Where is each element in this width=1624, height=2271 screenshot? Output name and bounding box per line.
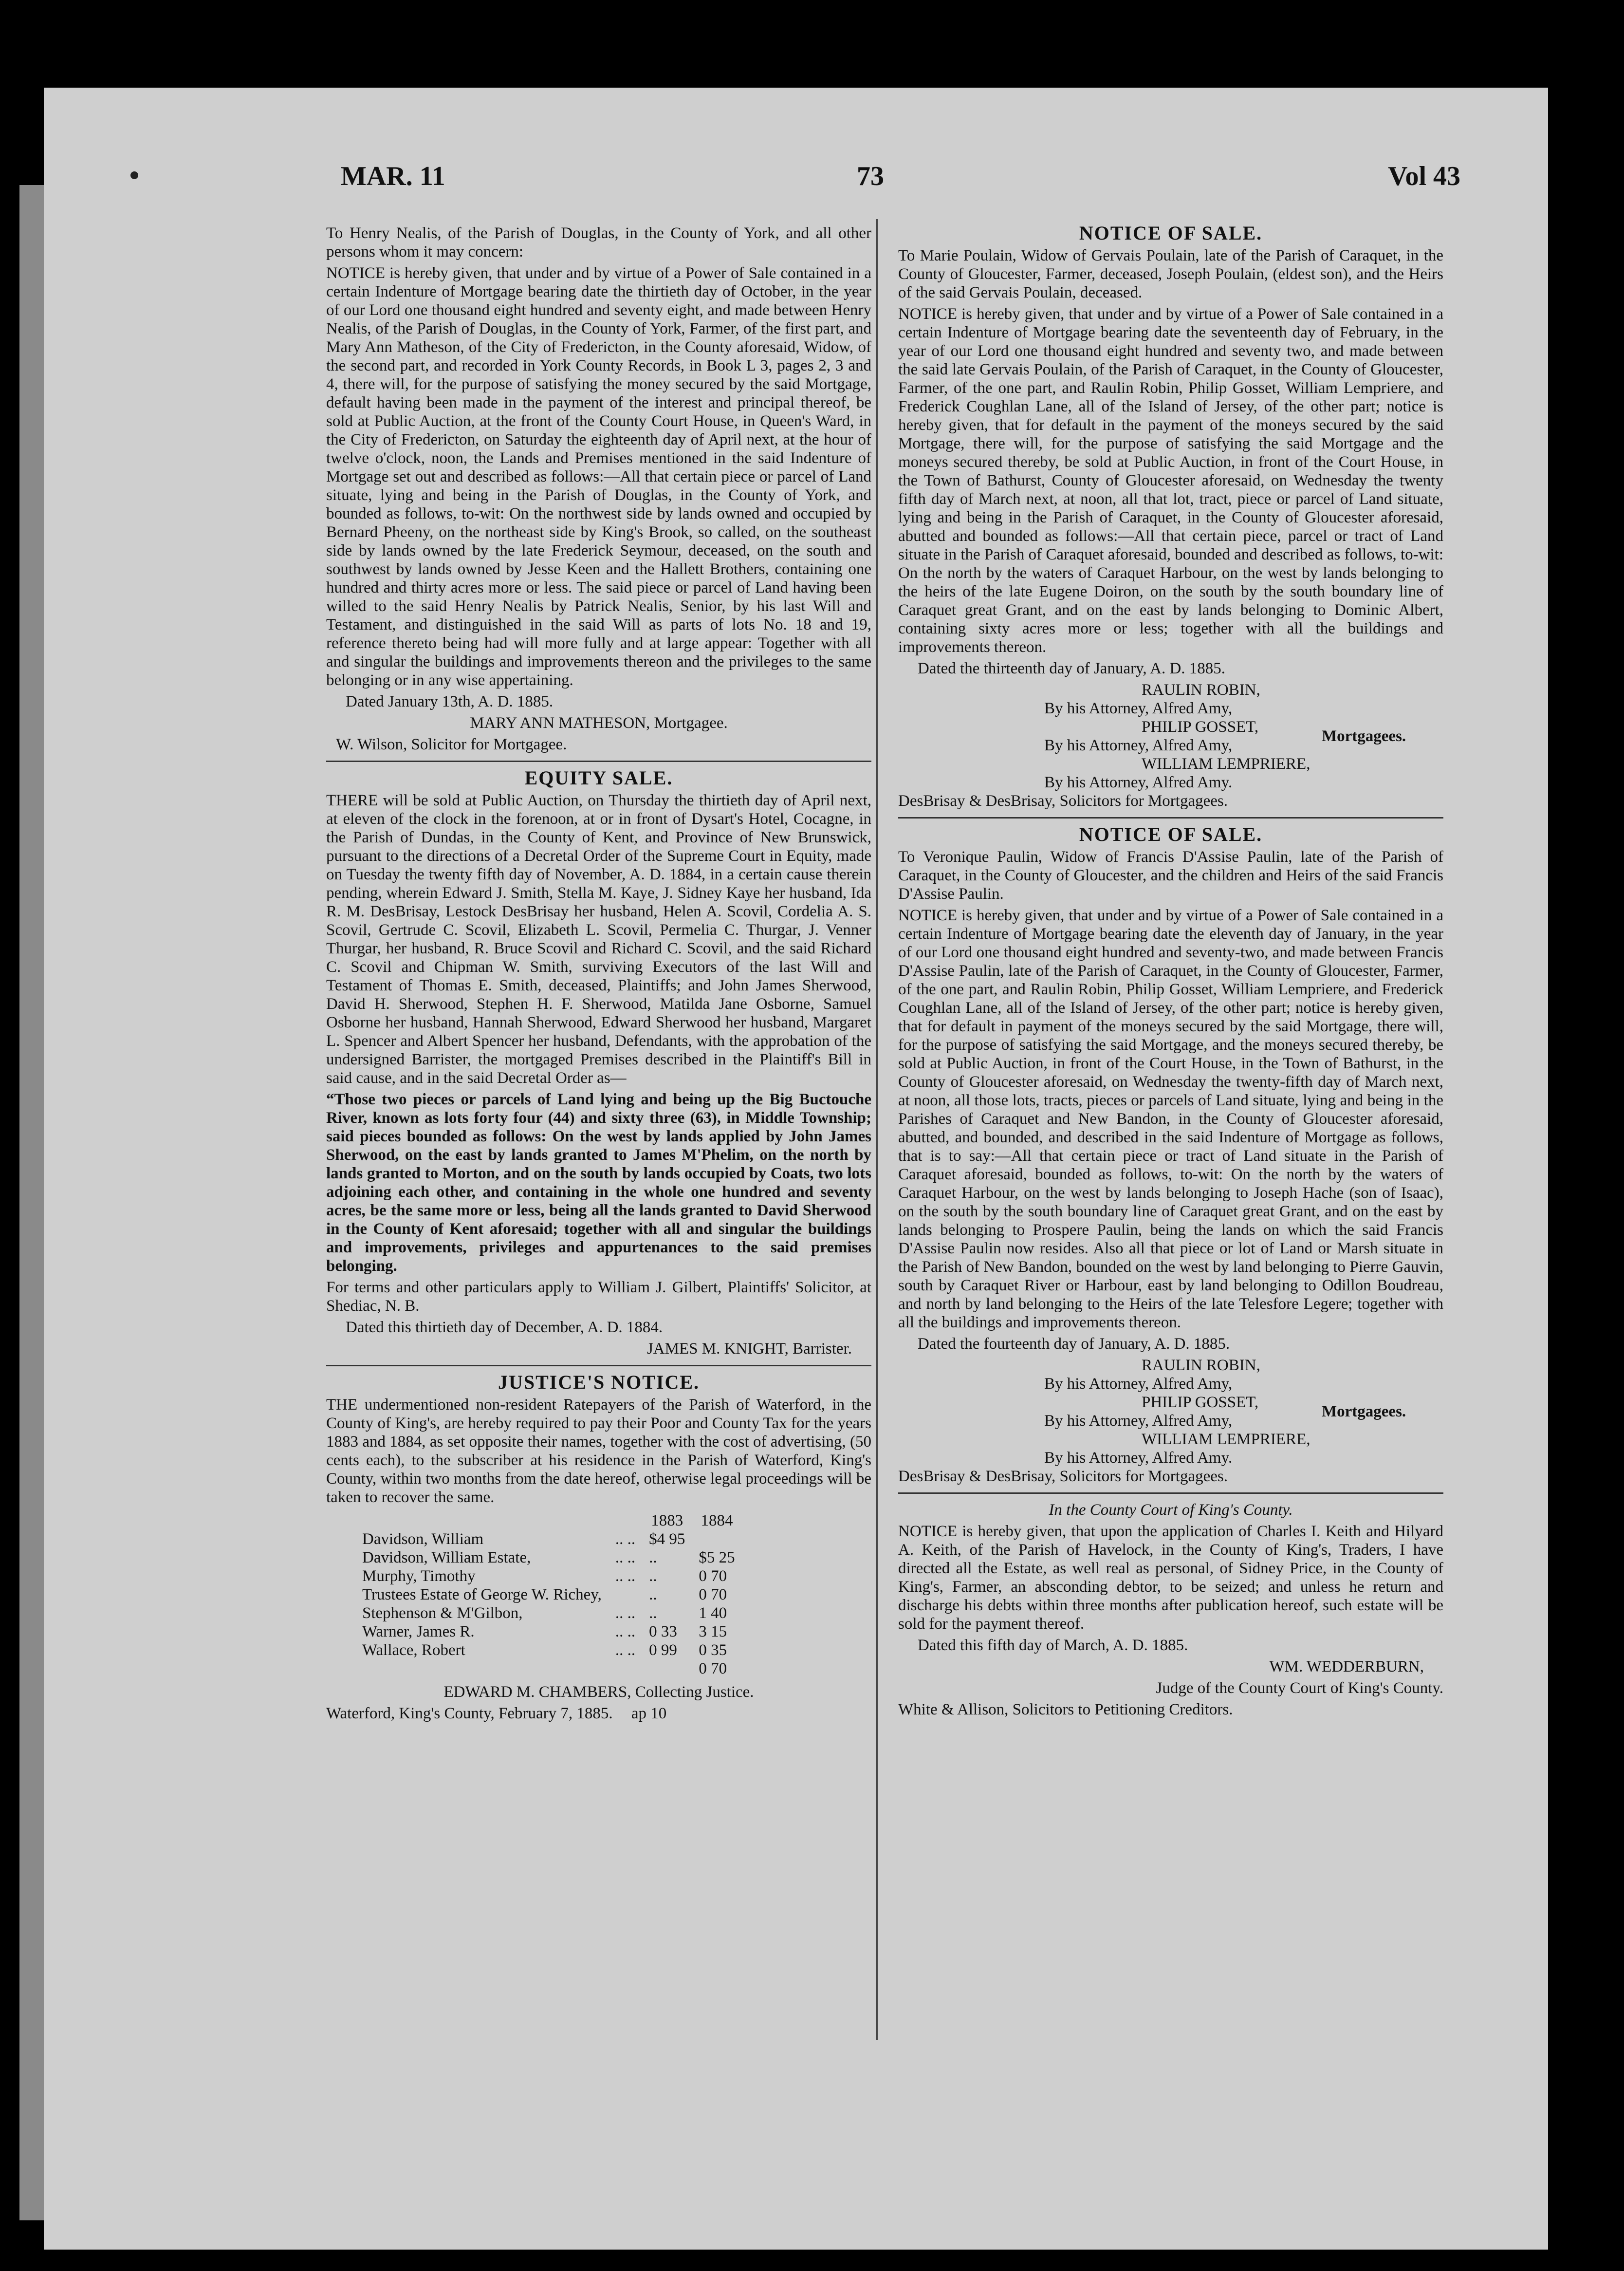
notice-dated: Dated the thirteenth day of January, A. D. 1885. — [918, 660, 1226, 677]
notice-dated: Dated January 13th, A. D. 1885. — [346, 693, 554, 710]
column-header: 1884 — [701, 1512, 733, 1529]
notice-solicitor: DesBrisay & DesBrisay, Solicitors for Mortgagees. — [898, 792, 1228, 810]
column-header: 1883 — [651, 1512, 683, 1529]
court-solicitor: White & Allison, Solicitors to Petitioning Creditors. — [898, 1701, 1233, 1718]
table-row: Wallace, Robert .. .. 0 99 0 35 — [362, 1641, 727, 1659]
table-row: Stephenson & M'Gilbon, .. .. .. 1 40 — [362, 1604, 727, 1622]
volume-number: Vol 43 — [1388, 161, 1460, 191]
column-divider — [876, 219, 878, 2040]
section-title: JUSTICE'S NOTICE. — [498, 1371, 700, 1393]
notice-signer: MARY ANN MATHESON, Mortgagee. — [470, 714, 728, 732]
table-row: Trustees Estate of George W. Richey, .. 0 70 — [362, 1586, 727, 1603]
section-title: NOTICE OF SALE. — [1079, 222, 1263, 244]
equity-terms: For terms and other particulars apply to William J. Gilbert, Plaintiffs' Solicitor, at Shediac, N. B. — [326, 1279, 871, 1315]
equity-sale — [326, 769, 871, 1358]
table-row: Warner, James R. .. .. 0 33 3 15 — [362, 1623, 727, 1640]
equity-dated: Dated this thirtieth day of December, A. D. 1884. — [346, 1319, 663, 1336]
section-title: EQUITY SALE. — [524, 767, 673, 789]
table-row: Davidson, William Estate, .. .. .. $5 25 — [362, 1549, 735, 1566]
notice-body: NOTICE is hereby given, that under and by virtue of a Power of Sale contained in a certain Indenture of Mortgage bearing date the thirtieth day of October, in the year of our Lord one thousand eight hundred and seventy eight, and made between Henry Nealis, of the Parish of Douglas, in the County of York, Farmer, of the first part, and Mary Ann Matheson, of the City of Fredericton, in the County aforesaid, Widow, of the second part, and recorded in York County Records, in Book L 3, pages 2, 3 and 4, there will, for the purpose of satisfying the money secured by the said Mortgage, default having been made in the payment of the interest and principal thereof, be sold at Public Auction, at the front of the County Court House, in Queen's Ward, in the City of Fredericton, on Saturday the eighteenth day of April next, at the hour of twelve o'clock, noon, the Lands and Premises mentioned in the said Indenture of Mortgage set out and described as follows:—All that certain piece or parcel of Land situate, lying and being in the Parish of Douglas, in the County of York, and bounded as follows, to-wit: On the northwest side by lands owned and occupied by Bernard Pheeny, on the northeast side by King's Brook, so called, on the southeast side by lands owned by the late Frederick Seymour, deceased, on the south and southwest by lands owned by Jesse Keen and the Hallett Brothers, containing one hundred and thirty acres more or less. The said piece or parcel of Land having been willed to the said Henry Nealis by Patrick Nealis, Senior, by his last Will and Testament, and distinguished in the said Will as parts of lots No. 18 and 19, reference thereto being had will more fully and at large appear: Together with all and singular the buildings and improvements thereon and the privileges to the same belonging or in any wise appertaining. — [326, 264, 871, 689]
notice-body: NOTICE is hereby given, that under and by virtue of a Power of Sale contained in a certain Indenture of Mortgage bearing date the eleventh day of January, in the year of our Lord one thousand eight hundred and seventy-two, and made between Francis D'Assise Paulin, late of the Parish of Caraquet, in the County of Gloucester, Farmer, of the one part, and Raulin Robin, Philip Gosset, William Lempriere, and Frederick Coughlan Lane, all of the Island of Jersey, of the other part; notice is hereby given, that for default in payment of the moneys secured by the said Mortgage, there will, for the purpose of satisfying the said Mortgage, and the moneys secured thereby, be sold at Public Auction, in front of the Court House, in the Town of Bathurst, in the County of Gloucester aforesaid, on Wednesday the twenty-fifth day of March next, at noon, all those lots, tracts, pieces or parcels of Land situate, lying and being in the Parishes of Caraquet and New Bandon, in the County of Gloucester aforesaid, abutted, and bounded, and described in the said Indenture of Mortgage as follows, that is to say:—All that certain piece or tract of Land situate in the Parish of Caraquet aforesaid, bounded as follows, to-wit: On the north by the waters of Caraquet Harbour, on the west by lands belonging to Joseph Hache (son of Isaac), on the south by the south boundary line of Caraquet great Grant, and on the east by lands belonging to Prospere Paulin, being the lands on which the said Francis D'Assise Paulin now resides. Also all that piece or lot of Land or Marsh situate in the Parish of New Bandon, bounded on the west by land belonging to Pierre Gauvin, south by Caraquet River or Harbour, east by land belonging to Odillon Boudreau, and north by land belonging to the Heirs of the late Telesfore Legere; together with all the buildings and improvements thereon. — [898, 907, 1443, 1331]
notice-address: To Henry Nealis, of the Parish of Douglas, in the County of York, and all other persons whom it may concern: — [326, 224, 871, 261]
notice-body: NOTICE is hereby given, that under and by virtue of a Power of Sale contained in a certain Indenture of Mortgage bearing date the seventeenth day of February, in the year of our Lord one thousand eight hundred and seventy two, and made between the said late Gervais Poulain, of the Parish of Caraquet, in the County of Gloucester, Farmer, of the one part, and Raulin Robin, Philip Gosset, William Lempriere, and Frederick Coughlan Lane, all of the Island of Jersey, of the other part; notice is hereby given, that for default in the payment of the moneys secured by the said Mortgage, there will, for the purpose of satisfying the said Mortgage and the moneys secured thereby, be sold at Public Auction, in front of the Court House, in the Town of Bathurst, County of Gloucester aforesaid, on Wednesday the twenty fifth day of March next, at noon, all that lot, tract, piece or parcel of Land situate, lying and being in the Parish of Caraquet, in the County of Gloucester aforesaid, abutted and bounded as follows:—All that certain piece, parcel or tract of Land situate in the Parish of Caraquet aforesaid, bounded and described as follows, to-wit: On the north by the waters of Caraquet Harbour, on the west by lands belonging to the heirs of the late Eugene Doiron, on the south by the south boundary line of Caraquet great Grant, and on the east by lands belonging to Dominic Albert, containing sixty acres more or less; together with all the buildings and improvements thereon. — [898, 305, 1443, 656]
tax-table — [355, 1511, 742, 1678]
court-dated: Dated this fifth day of March, A. D. 1885. — [918, 1637, 1188, 1654]
section-title: NOTICE OF SALE. — [1079, 823, 1263, 845]
notice-address: To Marie Poulain, Widow of Gervais Poulain, late of the Parish of Caraquet, in the County of Gloucester, Farmer, deceased, Joseph Poulain, (eldest son), and the Heirs of the said Gervais Poulain, deceased. — [898, 247, 1443, 301]
mortgagee-signatures: RAULIN ROBIN, By his Attorney, Alfred Amy, PHILIP GOSSET, By his Attorney, Alfred Amy, WILLIAM LEMPRIERE, By his Attorney, Alfred Amy. Mortgagees. — [1044, 681, 1406, 791]
notice-address: To Veronique Paulin, Widow of Francis D'Assise Paulin, late of the Parish of Caraquet, in the County of Gloucester, and the children and Heirs of the said Francis D'Assise Paulin. — [898, 848, 1443, 903]
justice-signer: EDWARD M. CHAMBERS, Collecting Justice. — [443, 1683, 754, 1701]
section-rule — [898, 817, 1443, 819]
section-rule — [326, 1365, 871, 1366]
page-header — [341, 161, 1460, 205]
table-row: Murphy, Timothy .. .. .. 0 70 — [362, 1567, 727, 1585]
page-number: 73 — [857, 161, 884, 191]
table-header-row — [355, 1511, 742, 1530]
justice-footer: Waterford, King's County, February 7, 1885. ap 10 — [326, 1705, 667, 1722]
notice-solicitor: W. Wilson, Solicitor for Mortgagee. — [336, 736, 567, 753]
issue-date: MAR. 11 — [341, 161, 445, 191]
mortgagee-signatures: RAULIN ROBIN, By his Attorney, Alfred Amy, PHILIP GOSSET, By his Attorney, Alfred Amy, WILLIAM LEMPRIERE, By his Attorney, Alfred Amy. Mortgagees. — [1044, 1357, 1406, 1467]
justice-notice — [326, 1373, 871, 1723]
table-row: Davidson, William .. .. $4 95 — [362, 1530, 685, 1548]
section-rule — [326, 761, 871, 762]
court-signer-title: Judge of the County Court of King's County. — [1156, 1679, 1443, 1697]
mortgagees-label: Mortgagees. — [1322, 1403, 1406, 1420]
punch-hole — [130, 171, 138, 179]
notice-dated: Dated the fourteenth day of January, A. D. 1885. — [918, 1335, 1230, 1353]
mortgagees-label: Mortgagees. — [1322, 727, 1406, 745]
equity-signer: JAMES M. KNIGHT, Barrister. — [646, 1340, 852, 1358]
notice-of-sale-poulain — [898, 224, 1443, 810]
court-signer: WM. WEDDERBURN, — [1269, 1658, 1424, 1675]
section-title: In the County Court of King's County. — [1049, 1501, 1293, 1519]
court-body: NOTICE is hereby given, that upon the application of Charles I. Keith and Hilyard A. Keith, of the Parish of Havelock, in the County of King's, Traders, I have directed all the Estate, as well real as personal, of Sidney Price, in the County of King's, Farmer, an absconding debtor, to be seized; and unless he return and discharge his debts within three months after publication hereof, such estate will be sold for the payment thereof. — [898, 1523, 1443, 1633]
left-column — [326, 224, 871, 1726]
section-rule — [898, 1492, 1443, 1494]
county-court-notice — [898, 1501, 1443, 1719]
table-row: 0 70 — [699, 1660, 727, 1677]
notice-of-sale-paulin — [898, 825, 1443, 1486]
equity-body: THERE will be sold at Public Auction, on Thursday the thirtieth day of April next, at eleven of the clock in the forenoon, at or in front of Dysart's Hotel, Cocagne, in the Parish of Dundas, in the County of Kent, and Province of New Brunswick, pursuant to the directions of a Decretal Order of the Supreme Court in Equity, made on Tuesday the twenty fifth day of November, A. D. 1884, in a certain cause therein pending, wherein Edward J. Smith, Stella M. Kaye, J. Sidney Kaye her husband, Ida R. M. DesBrisay, Lestock DesBrisay her husband, Helen A. Scovil, Cordelia A. S. Scovil, Gertrude C. Scovil, Elizabeth L. Scovil, Permelia C. Thurgar, J. Venner Thurgar, her husband, R. Bruce Scovil and Richard C. Scovil, and the said Richard C. Scovil and Chipman W. Smith, surviving Executors of the last Will and Testament of Thomas E. Smith, deceased, Plaintiffs; and John James Sherwood, David H. Sherwood, Stephen H. F. Sherwood, Matilda Jane Osborne, Samuel Osborne her husband, Hannah Sherwood, Edward Sherwood her husband, Margaret L. Spencer and Albert Spencer her husband, Defendants, with the approbation of the undersigned Barrister, the mortgaged Premises described in the Plaintiff's Bill in said cause, and in the said Decretal Order as— — [326, 792, 871, 1087]
justice-body: THE undermentioned non-resident Ratepayers of the Parish of Waterford, in the County of King's, are hereby required to pay their Poor and County Tax for the years 1883 and 1884, as set opposite their names, together with the cost of advertising, (50 cents each), to the subscriber at his residence in the Parish of Waterford, King's County, within two months from the date hereof, otherwise legal proceedings will be taken to recover the same. — [326, 1396, 871, 1506]
mortgage-notice-nealis — [326, 224, 871, 754]
equity-quote: “Those two pieces or parcels of Land lying and being up the Big Buctouche River, known as lots forty four (44) and sixty three (63), in Middle Township; said pieces bounded as follows: On the west by lands applied by John James Sherwood, on the east by lands granted to James M'Phelim, on the north by lands granted to Morton, and on the south by lands occupied by Coats, two lots adjoining each other, and containing in the whole one hundred and seventy acres, be the same more or less, being all the lands granted to David Sherwood in the County of Kent aforesaid; together with all and singular the buildings and improvements, privileges and appurtenances to the said premises belonging. — [326, 1091, 871, 1275]
notice-solicitor: DesBrisay & DesBrisay, Solicitors for Mortgagees. — [898, 1468, 1228, 1485]
right-column — [898, 224, 1443, 1722]
ap-code: ap 10 — [631, 1705, 667, 1722]
